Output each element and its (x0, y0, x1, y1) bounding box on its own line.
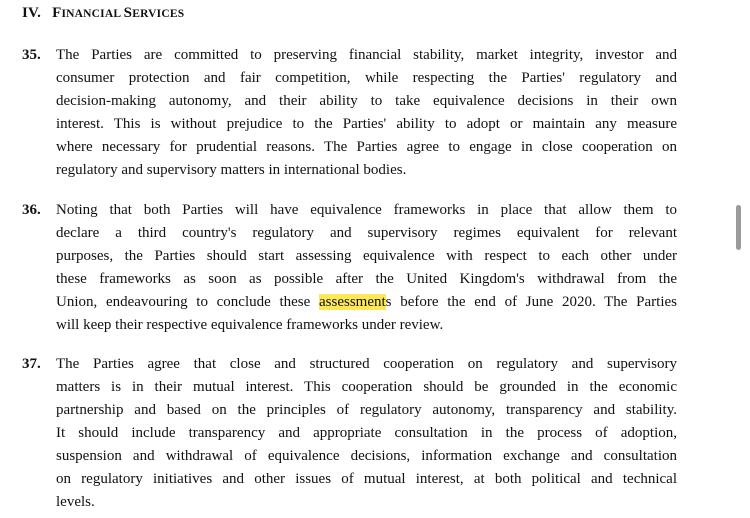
section-title-rest: INANCIAL (61, 8, 124, 20)
section-title-second-initial: S (123, 5, 133, 21)
scrollbar-thumb[interactable] (736, 205, 741, 250)
paragraph-line: The Parties agree that close and structured cooperation on regulatory and supervisory (56, 356, 677, 372)
paragraph-line: regulatory and supervisory matters in international bodies. (56, 162, 407, 178)
paragraph-37 (22, 353, 677, 514)
paragraph-line: suspension and withdrawal of equivalence decisions, information exchange and consultation (56, 448, 677, 464)
section-number: IV. (22, 5, 42, 21)
search-highlight: assessment (319, 294, 386, 310)
paragraph-35 (22, 44, 677, 182)
paragraph-line: partnership and based on the principles of regulatory autonomy, transparency and stability. (56, 402, 677, 418)
section-title-initial: F (52, 5, 62, 21)
line-text-before: Union, endeavouring to conclude these (56, 294, 319, 310)
paragraph-line: decision-making autonomy, and their ability to take equivalence decisions in their own (56, 93, 677, 109)
paragraph-line: matters is in their mutual interest. This cooperation should be grounded in the economic (56, 379, 677, 395)
paragraph-line: levels. (56, 494, 95, 510)
paragraph-line: The Parties are committed to preserving financial stability, market integrity, investor and (56, 47, 677, 63)
paragraph-line: where necessary for prudential reasons. The Parties agree to engage in close cooperation on (56, 139, 677, 155)
paragraph-number: 37. (22, 356, 41, 372)
paragraph-number: 36. (22, 202, 41, 218)
paragraph-line: consumer protection and fair competition, while respecting the Parties' regulatory and (56, 70, 677, 86)
paragraph-line: declare a third country's regulatory and supervisory regimes equivalent for relevant (56, 225, 677, 241)
section-heading (22, 5, 184, 22)
paragraph-line: interest. This is without prejudice to the Parties' ability to adopt or maintain any measure (56, 116, 677, 132)
paragraph-line-with-highlight (56, 291, 677, 314)
paragraph-number: 35. (22, 47, 41, 63)
section-title-second-rest: ERVICES (132, 8, 185, 20)
paragraph-line: these frameworks as soon as possible after the United Kingdom's withdrawal from the (56, 271, 677, 287)
paragraph-line: will keep their respective equivalence frameworks under review. (56, 317, 444, 333)
line-text-after: s before the end of June 2020. The Parties (385, 294, 677, 310)
paragraph-line: purposes, the Parties should start assessing equivalence with respect to each other under (56, 248, 677, 264)
paragraph-line: It should include transparency and appropriate consultation in the process of adoption, (56, 425, 677, 441)
paragraph-line: on regulatory initiatives and other issues of mutual interest, at both political and technical (56, 471, 677, 487)
paragraph-line: Noting that both Parties will have equivalence frameworks in place that allow them to (56, 202, 677, 218)
paragraph-36 (22, 199, 677, 337)
